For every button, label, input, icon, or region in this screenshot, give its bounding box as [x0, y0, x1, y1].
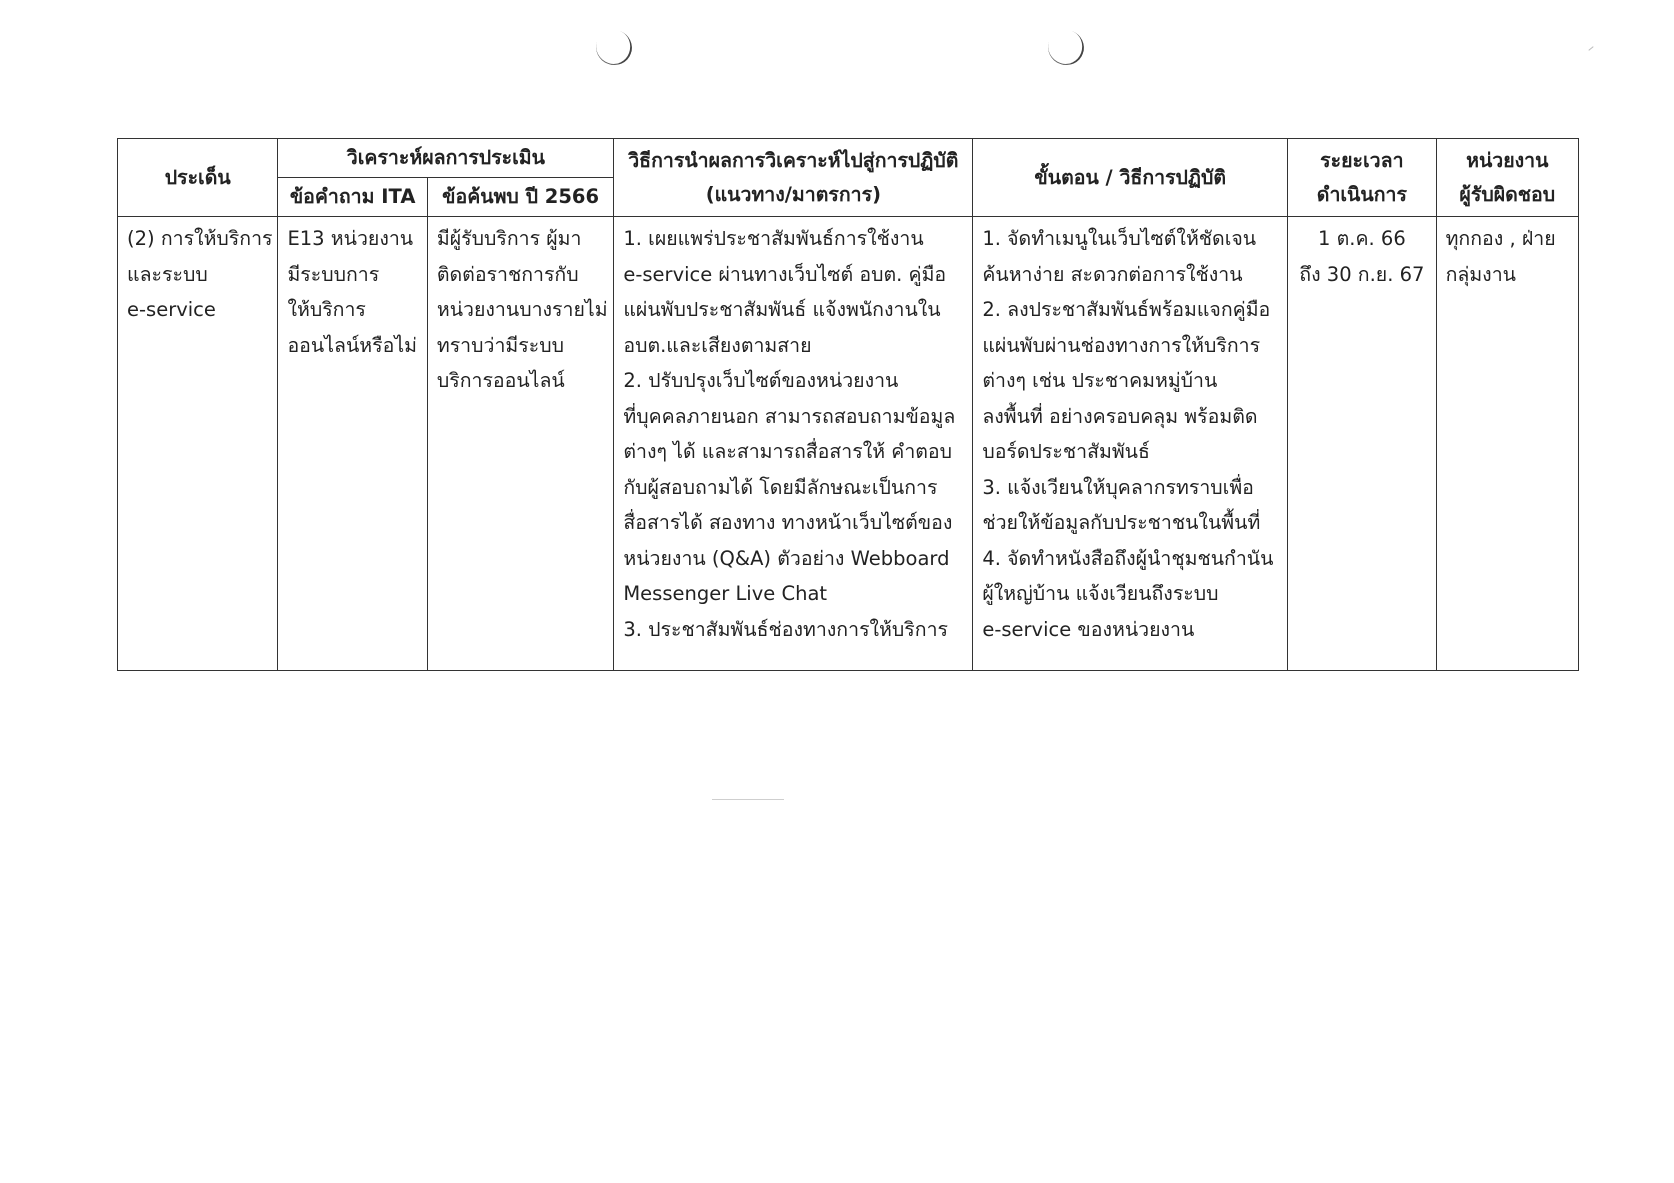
cell-text-line: Messenger Live Chat [623, 582, 828, 605]
header-method [614, 139, 973, 217]
cell-text-line: มีระบบการ [287, 262, 380, 286]
cell-text-line: e-service ผ่านทางเว็บไซต์ อบต. คู่มือ [623, 262, 947, 286]
cell-method [614, 217, 973, 671]
header-row-1 [118, 139, 1579, 178]
header-steps: ขั้นตอน / วิธีการปฏิบัติ [973, 139, 1288, 217]
cell-text-line: แผ่นพับผ่านช่องทางการให้บริการ [982, 333, 1261, 357]
cell-text-line: ผู้ใหญ่บ้าน แจ้งเวียนถึงระบบ [982, 582, 1219, 605]
cell-text-line: 3. ประชาสัมพันธ์ช่องทางการให้บริการ [623, 617, 948, 641]
table-row [118, 217, 1579, 671]
header-responsible [1436, 139, 1578, 217]
cell-text-line: (2) การให้บริการ [127, 227, 273, 250]
cell-text-line: E13 หน่วยงาน [287, 227, 414, 250]
cell-text-line: ต่างๆ ได้ และสามารถสื่อสารให้ คำตอบ [623, 440, 953, 463]
cell-issue [118, 217, 278, 671]
cell-ita-question [278, 217, 427, 671]
header-duration-line1: ระยะเวลา [1320, 148, 1404, 172]
action-plan-table [117, 138, 1579, 671]
cell-text-line: กับผู้สอบถามได้ โดยมีลักษณะเป็นการ [623, 475, 938, 499]
punch-hole-mark-left [591, 25, 637, 70]
cell-text-line: ออนไลน์หรือไม่ [287, 333, 417, 357]
cell-text-line: 1. เผยแพร่ประชาสัมพันธ์การใช้งาน [623, 227, 924, 250]
header-findings: ข้อค้นพบ ปี 2566 [427, 178, 614, 217]
cell-text-line: 2. ลงประชาสัมพันธ์พร้อมแจกคู่มือ [982, 298, 1271, 321]
cell-text-line: แผ่นพับประชาสัมพันธ์ แจ้งพนักงานใน [623, 298, 941, 321]
cell-text-line: ค้นหาง่าย สะดวกต่อการใช้งาน [982, 262, 1243, 286]
cell-steps [973, 217, 1288, 671]
header-method-line1: วิธีการนำผลการวิเคราะห์ไปสู่การปฏิบัติ [628, 148, 959, 172]
cell-responsible [1436, 217, 1578, 671]
cell-text-line: ทราบว่ามีระบบ [436, 333, 564, 357]
header-duration [1288, 139, 1436, 217]
header-method-line2: (แนวทาง/มาตรการ) [705, 182, 881, 206]
header-ita-question: ข้อคำถาม ITA [278, 178, 427, 217]
cell-text-line: e-service ของหน่วยงาน [982, 617, 1195, 641]
cell-text-line: ที่บุคคลภายนอก สามารถสอบถามข้อมูล [623, 404, 956, 428]
cell-text-line: e-service [127, 298, 216, 321]
punch-hole-mark-right [1043, 25, 1089, 70]
cell-text-line: ทุกกอง , ฝ่าย [1445, 227, 1556, 250]
cell-text-line: ลงพื้นที่ อย่างครอบคลุม พร้อมติด [982, 404, 1258, 428]
cell-text-line: ถึง 30 ก.ย. 67 [1299, 262, 1425, 286]
cell-text-line: 1 ต.ค. 66 [1318, 227, 1406, 250]
cell-findings [427, 217, 614, 671]
cell-text-line: ช่วยให้ข้อมูลกับประชาชนในพื้นที่ [982, 511, 1261, 534]
cell-text-line: 1. จัดทำเมนูในเว็บไซต์ให้ชัดเจน [982, 227, 1257, 250]
cell-text-line: ติดต่อราชการกับ [436, 262, 579, 286]
cell-text-line: สื่อสารได้ สองทาง ทางหน้าเว็บไซต์ของ [623, 511, 953, 534]
cell-text-line: และระบบ [127, 262, 208, 286]
cell-text-line: มีผู้รับบริการ ผู้มา [436, 227, 582, 250]
scan-speck [1588, 46, 1593, 51]
cell-duration [1288, 217, 1436, 671]
header-analysis-group: วิเคราะห์ผลการประเมิน [278, 139, 614, 178]
cell-text-line: ให้บริการ [287, 298, 366, 321]
cell-text-line: 4. จัดทำหนังสือถึงผู้นำชุมชนกำนัน [982, 546, 1274, 570]
header-duration-line2: ดำเนินการ [1316, 182, 1407, 206]
cell-text-line: กลุ่มงาน [1445, 262, 1516, 286]
cell-text-line: หน่วยงานบางรายไม่ [436, 298, 608, 321]
cell-text-line: 2. ปรับปรุงเว็บไซต์ของหน่วยงาน [623, 369, 899, 392]
cell-text-line: หน่วยงาน (Q&A) ตัวอย่าง Webboard [623, 546, 950, 570]
cell-text-line: อบต.และเสียงตามสาย [623, 333, 812, 357]
header-responsible-line2: ผู้รับผิดชอบ [1459, 182, 1556, 206]
header-responsible-line1: หน่วยงาน [1466, 148, 1549, 172]
cell-text-line: บอร์ดประชาสัมพันธ์ [982, 440, 1150, 463]
cell-text-line: ต่างๆ เช่น ประชาคมหมู่บ้าน [982, 369, 1218, 392]
cell-text-line: บริการออนไลน์ [436, 369, 565, 392]
header-issue: ประเด็น [118, 139, 278, 217]
scan-faint-line [712, 799, 784, 800]
cell-text-line: 3. แจ้งเวียนให้บุคลากรทราบเพื่อ [982, 475, 1254, 499]
